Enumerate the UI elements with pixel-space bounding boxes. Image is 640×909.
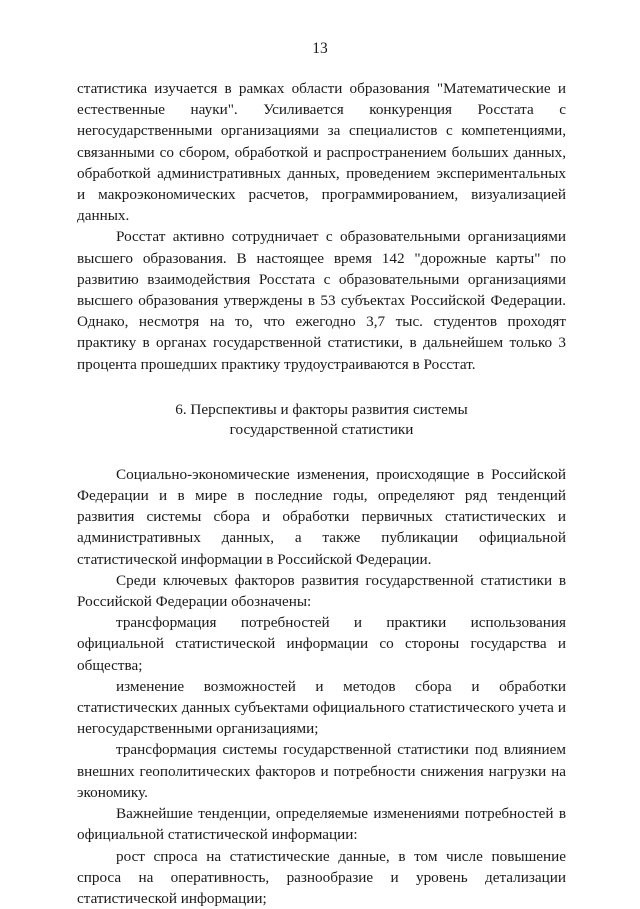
paragraph: Среди ключевых факторов развития государственной статистики в Российской Федерации обозначены: <box>77 570 566 612</box>
list-item: рост спроса на статистические данные, в том числе повышение спроса на оперативность, разнообразие и уровень детализации статистической информации; <box>77 846 566 909</box>
list-item: трансформация системы государственной статистики под влиянием внешних геополитических факторов и потребности снижения нагрузки на экономику. <box>77 739 566 803</box>
list-item: трансформация потребностей и практики использования официальной статистической информации со стороны государства и общества; <box>77 612 566 676</box>
paragraph: статистика изучается в рамках области образования "Математические и естественные науки". Усиливается конкуренция Росстата с негосударственными организациями за специалистов с компетенциями, связанными со сбором, обработкой и распространением больших данных, обработкой административных данных, проведением экспериментальных и макроэкономических расчетов, программированием, визуализацией данных. <box>77 78 566 226</box>
section-heading <box>77 400 566 441</box>
paragraph: Росстат активно сотрудничает с образовательными организациями высшего образования. В настоящее время 142 "дорожные карты" по развитию взаимодействия Росстата с образовательными организациями высшего образования утверждены в 53 субъектах Российской Федерации. Однако, несмотря на то, что ежегодно 3,7 тыс. студентов проходят практику в органах государственной статистики, в дальнейшем только 3 процента прошедших практику трудоустраиваются в Росстат. <box>77 226 566 374</box>
page-content <box>77 78 566 909</box>
section-heading-line-1: 6. Перспективы и факторы развития системы <box>175 401 468 418</box>
paragraph: Важнейшие тенденции, определяемые изменениями потребностей в официальной статистической информации: <box>77 803 566 845</box>
section-heading-line-2: государственной статистики <box>230 421 414 438</box>
page-number: 13 <box>0 38 640 59</box>
paragraph: Социально-экономические изменения, происходящие в Российской Федерации и в мире в последние годы, определяют ряд тенденций развития системы сбора и обработки первичных статистических и административных данных, а также публикации официальной статистической информации в Российской Федерации. <box>77 464 566 570</box>
list-item: изменение возможностей и методов сбора и обработки статистических данных субъектами официального статистического учета и негосударственными организациями; <box>77 676 566 740</box>
